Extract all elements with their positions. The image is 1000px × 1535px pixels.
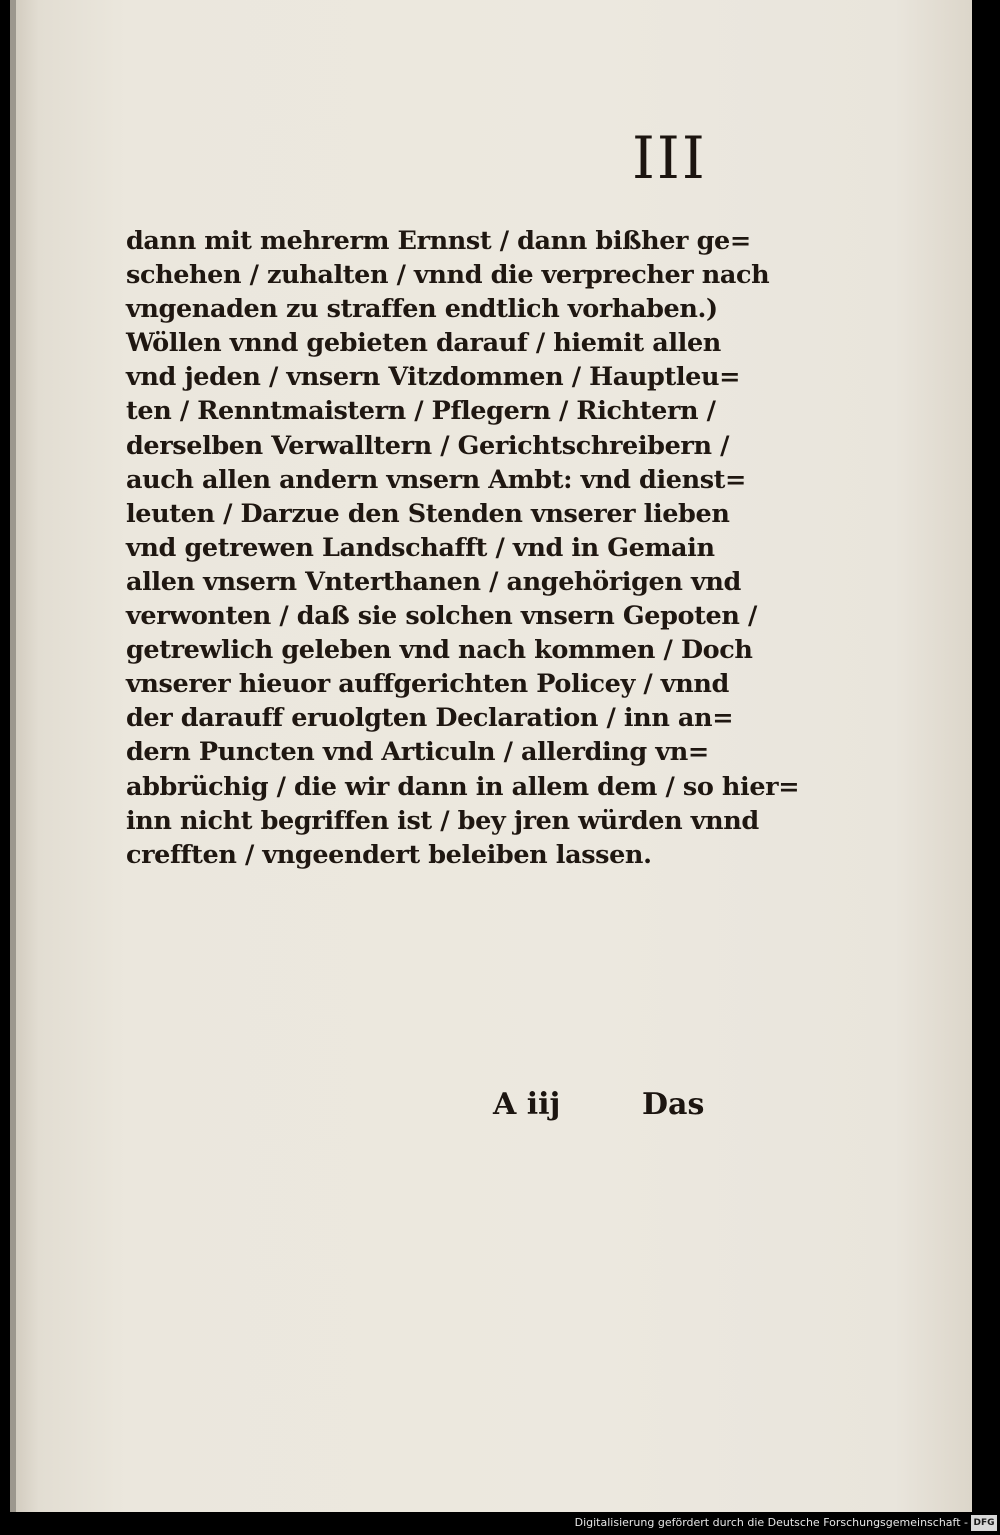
text-line: der darauff eruolgten Declaration / inn an= [126, 703, 734, 734]
text-line: leuten / Darzue den Stenden vnserer lieben [126, 498, 730, 529]
text-line: Wöllen vnnd gebieten darauf / hiemit allen [126, 328, 721, 359]
text-line: dern Puncten vnd Articuln / allerding vn= [126, 737, 709, 768]
text-line: derselben Verwalltern / Gerichtschreibern / [126, 430, 729, 461]
text-line: inn nicht begriffen ist / bey jren würden vnnd [126, 805, 759, 836]
text-line: getrewlich geleben vnd nach kommen / Doch [126, 635, 753, 666]
funding-credit: Digitalisierung gefördert durch die Deutsche Forschungsgemeinschaft - [574, 1516, 968, 1529]
text-line: verwonten / daß sie solchen vnsern Gepoten / [126, 601, 757, 632]
text-line: schehen / zuhalten / vnnd die verprecher nach [126, 260, 770, 291]
dfg-logo: DFG [971, 1515, 997, 1531]
text-line: vnd jeden / vnsern Vitzdommen / Hauptleu= [126, 362, 741, 393]
signature-mark: A iij [493, 1087, 561, 1122]
text-line: auch allen andern vnsern Ambt: vnd dienst= [126, 464, 747, 495]
text-line: allen vnsern Vnterthanen / angehörigen vnd [126, 566, 741, 597]
footer-bar [0, 1512, 1000, 1535]
text-line: crefften / vngeendert beleiben lassen. [126, 839, 652, 870]
text-line: ten / Renntmaistern / Pflegern / Richtern / [126, 396, 716, 427]
catchword: Das [642, 1087, 705, 1122]
page-edge [10, 0, 16, 1512]
text-line: abbrüchig / die wir dann in allem dem / so hier= [126, 771, 800, 802]
text-line: vnd getrewen Landschafft / vnd in Gemain [126, 532, 715, 563]
body-text [126, 224, 800, 872]
text-line: vnserer hieuor auffgerichten Policey / vnnd [126, 669, 729, 700]
text-line: dann mit mehrerm Ernnst / dann bißher ge= [126, 226, 751, 256]
text-line: vngenaden zu straffen endtlich vorhaben.) [126, 294, 718, 325]
folio-number: III [632, 124, 707, 192]
book-page [10, 0, 972, 1512]
